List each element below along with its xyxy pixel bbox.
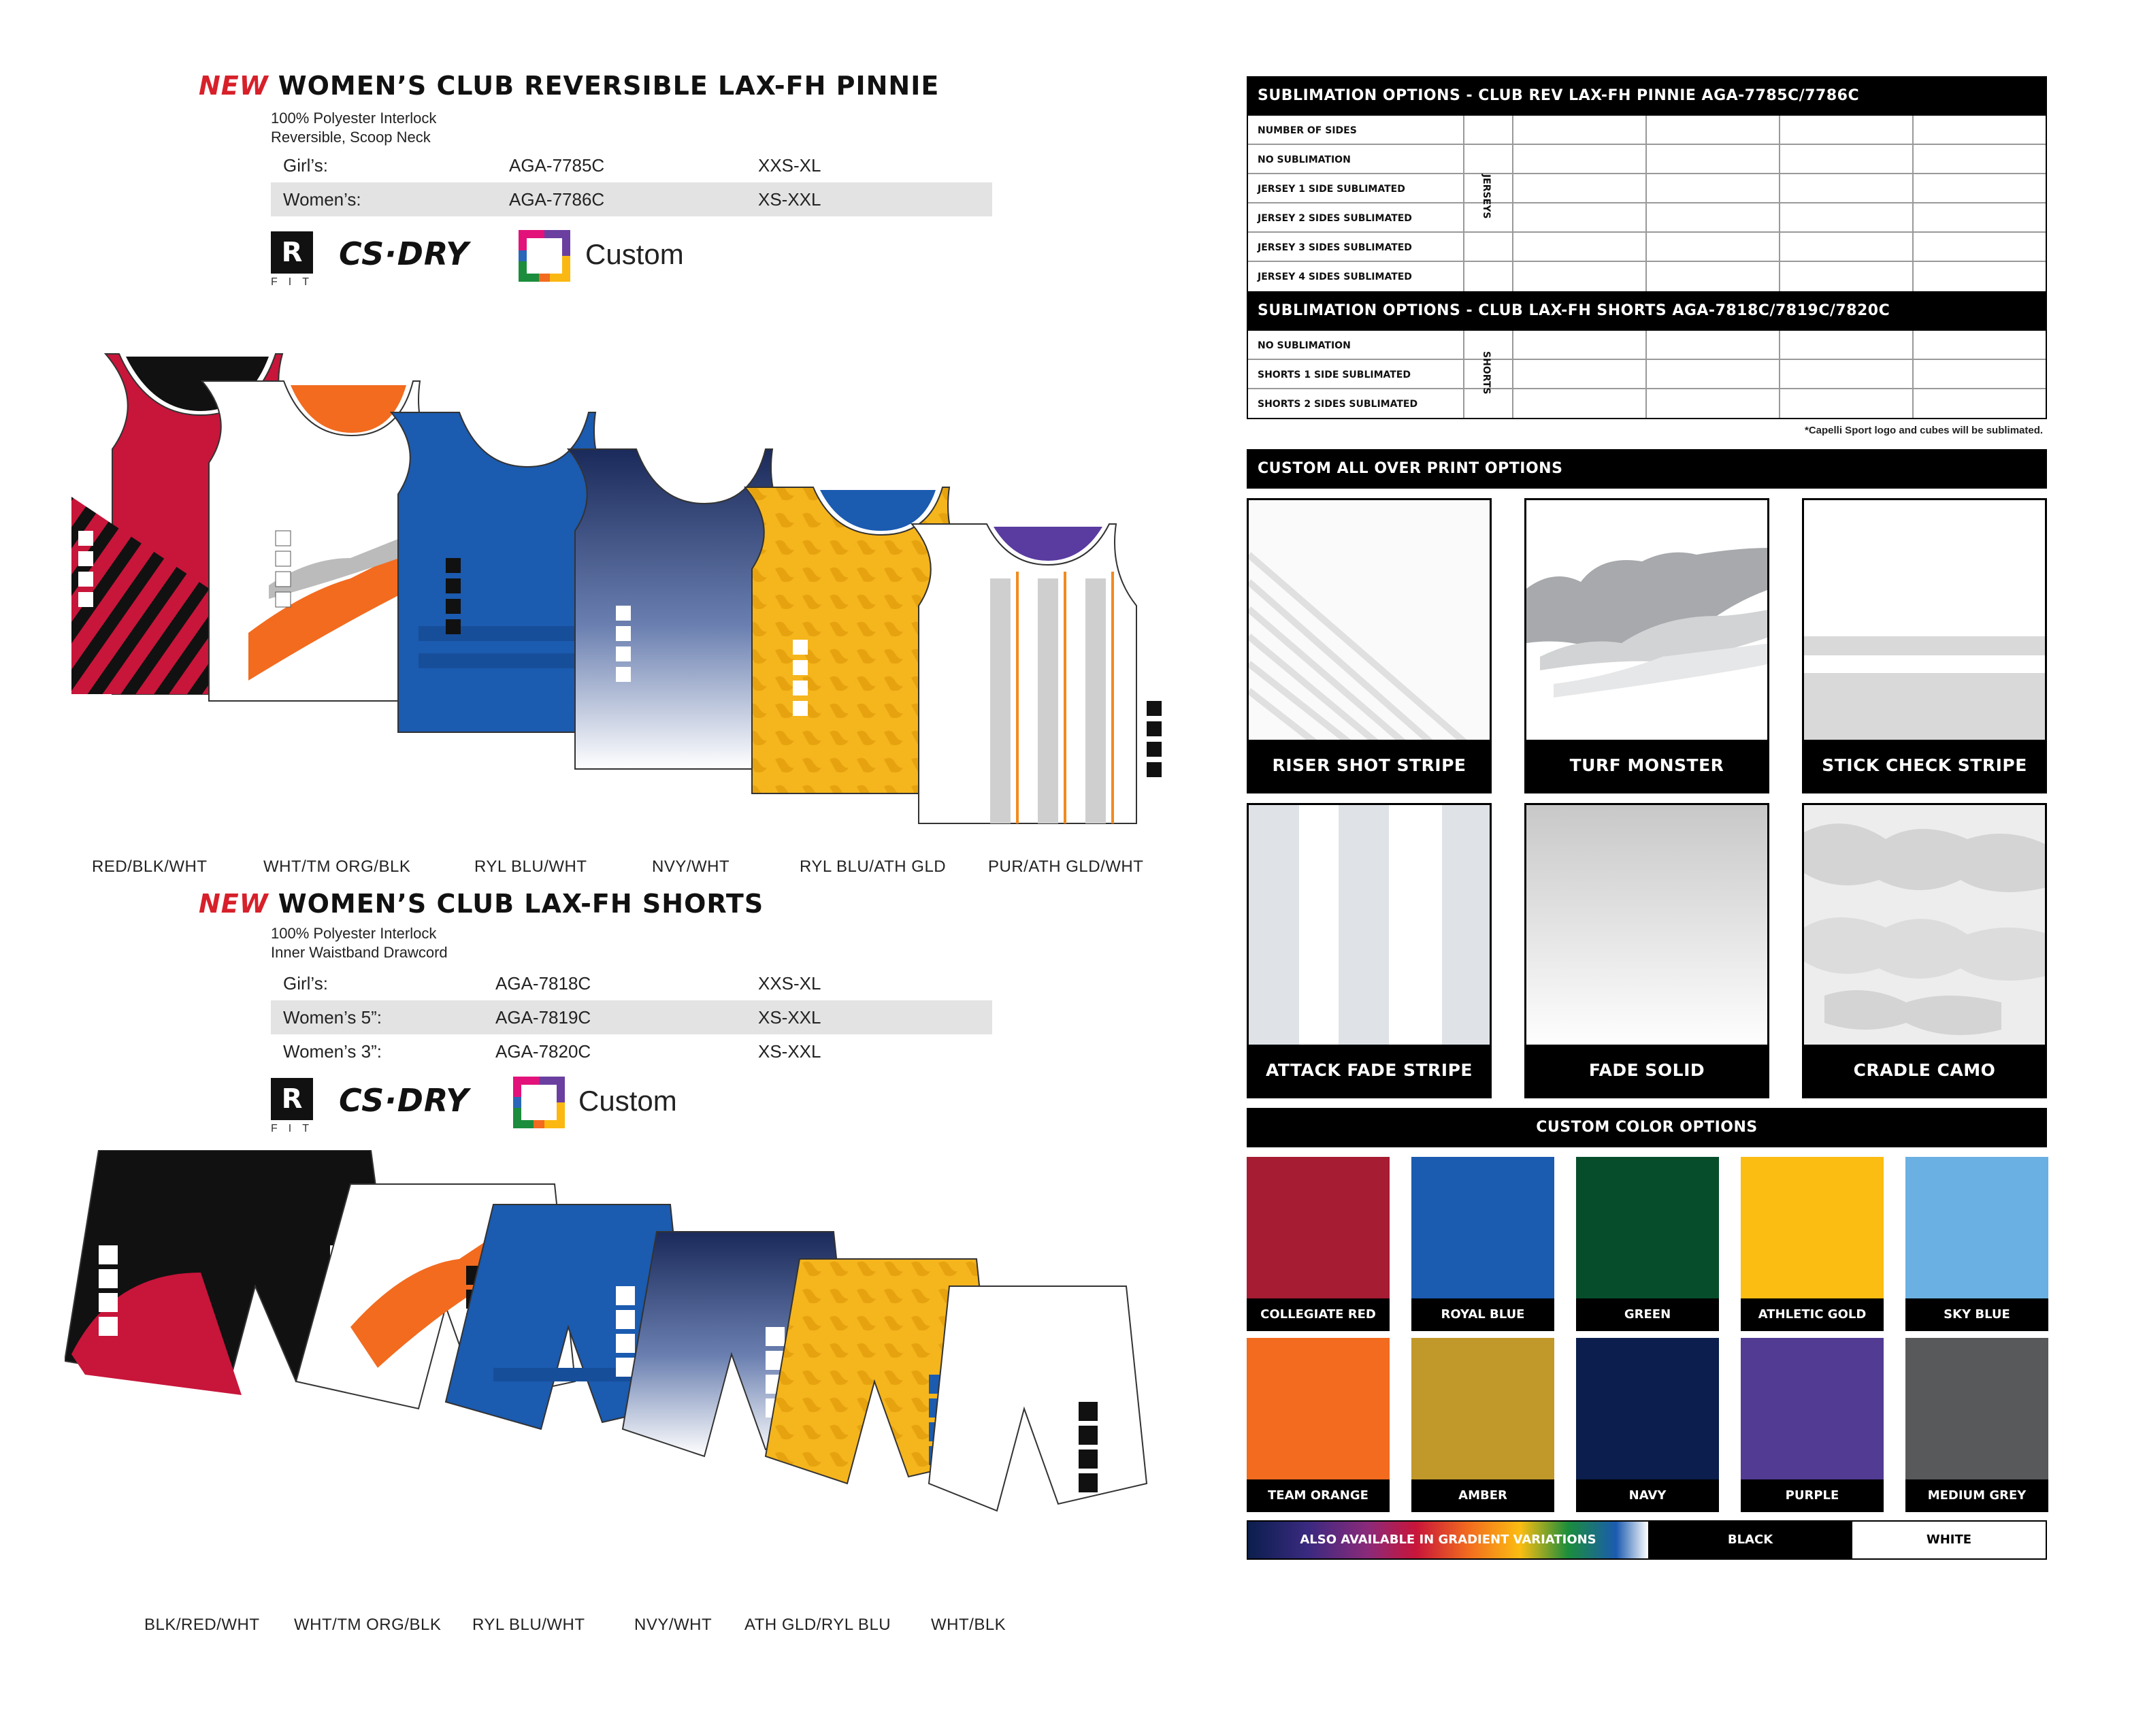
size-range: XXS-XL (758, 973, 821, 994)
attack-fade-stripe-pattern (1249, 805, 1492, 1049)
shorts-desc-line1: 100% Polyester Interlock (271, 925, 437, 942)
custom-label: Custom (585, 238, 684, 270)
color-chip (1411, 1157, 1554, 1298)
black-option[interactable]: BLACK (1648, 1522, 1852, 1558)
grid-row (1248, 116, 2046, 145)
shorts-side-label: SHORTS (1481, 351, 1492, 395)
color-label: TEAM ORANGE (1247, 1479, 1390, 1512)
row-label: SHORTS 2 SIDES SUBLIMATED (1258, 399, 1418, 410)
print-option-label: STICK CHECK STRIPE (1804, 740, 2045, 791)
jersey-sublimation-header: SUBLIMATION OPTIONS - CLUB REV LAX-FH PINNIE AGA-7785C/7786C (1247, 76, 2047, 116)
jersey-sublimation-grid (1247, 116, 2047, 291)
size-sku: AGA-7786C (509, 189, 605, 210)
size-group: Girl’s: (283, 155, 328, 176)
riser-shot-stripe-pattern (1249, 500, 1492, 744)
shorts-title (199, 889, 764, 919)
grid-row (1248, 262, 2046, 291)
color-label: GREEN (1576, 1298, 1719, 1331)
grid-row (1248, 203, 2046, 233)
fit-label: FIT (271, 1123, 320, 1134)
color-option[interactable] (1741, 1338, 1884, 1512)
turf-monster-pattern (1526, 500, 1769, 744)
color-chip (1247, 1157, 1390, 1298)
pinnie-colorway-label: RED/BLK/WHT (92, 857, 208, 876)
row-label: NO SUBLIMATION (1258, 154, 1351, 165)
size-sku: AGA-7820C (495, 1041, 591, 1062)
pinnie-colorway-label: RYL BLU/WHT (474, 857, 587, 876)
grid-divider (1463, 116, 1464, 291)
color-label: NAVY (1576, 1479, 1719, 1512)
shorts-title-text: WOMEN’S CLUB LAX-FH SHORTS (278, 889, 764, 919)
color-label: MEDIUM GREY (1905, 1479, 2048, 1512)
fade-solid-pattern (1526, 805, 1769, 1049)
stick-check-stripe-pattern (1804, 500, 2047, 744)
shorts-colorway-label: NVY/WHT (634, 1616, 712, 1634)
print-option-label: FADE SOLID (1526, 1045, 1767, 1096)
color-chip (1576, 1338, 1719, 1479)
size-group: Girl’s: (283, 973, 328, 994)
grid-divider (1779, 331, 1780, 418)
shorts-colorway-label: WHT/BLK (931, 1616, 1006, 1634)
shorts-size-table (271, 966, 992, 1068)
pinnie-colorway-label: PUR/ATH GLD/WHT (988, 857, 1144, 876)
fit-label: FIT (271, 276, 320, 288)
color-chip (1741, 1157, 1884, 1298)
grid-divider (1645, 116, 1647, 291)
print-options-header: CUSTOM ALL OVER PRINT OPTIONS (1247, 449, 2047, 489)
color-label: AMBER (1411, 1479, 1554, 1512)
row-label: SHORTS 1 SIDE SUBLIMATED (1258, 370, 1411, 380)
size-row (271, 148, 992, 182)
color-option[interactable] (1905, 1157, 2048, 1331)
print-option-turf-monster[interactable] (1524, 498, 1769, 793)
size-sku: AGA-7818C (495, 973, 591, 994)
grid-divider (1645, 331, 1647, 418)
size-sku: AGA-7819C (495, 1007, 591, 1028)
row-label: JERSEY 4 SIDES SUBLIMATED (1258, 272, 1412, 282)
pinnie-desc-line1: 100% Polyester Interlock (271, 110, 437, 127)
pinnie-title-text: WOMEN’S CLUB REVERSIBLE LAX-FH PINNIE (278, 71, 940, 101)
row-label: NUMBER OF SIDES (1258, 125, 1357, 136)
white-option[interactable]: WHITE (1852, 1522, 2046, 1558)
custom-logo-icon (513, 1077, 565, 1128)
pinnie-pur-athgld-wht (912, 524, 1162, 823)
size-group: Women’s 3”: (283, 1041, 382, 1062)
r-fit-icon: R (271, 1078, 313, 1120)
print-option-stick-check-stripe[interactable] (1802, 498, 2047, 793)
color-chip (1411, 1338, 1554, 1479)
custom-label: Custom (578, 1085, 677, 1117)
color-chip (1247, 1338, 1390, 1479)
shorts-description (271, 924, 448, 962)
color-options-grid (1247, 1157, 2047, 1524)
cs-dry-logo: CS·DRY (339, 235, 470, 272)
size-row (271, 182, 992, 216)
grid-row (1248, 233, 2046, 262)
color-option[interactable] (1576, 1157, 1719, 1331)
color-option[interactable] (1741, 1157, 1884, 1331)
pinnie-colorway-label: NVY/WHT (652, 857, 730, 876)
gradient-option[interactable]: ALSO AVAILABLE IN GRADIENT VARIATIONS (1248, 1522, 1648, 1558)
cradle-camo-pattern (1804, 805, 2047, 1049)
sublimation-note: *Capelli Sport logo and cubes will be sublimated. (1805, 425, 2044, 436)
pinnie-colorway-label: WHT/TM ORG/BLK (263, 857, 411, 876)
grid-row (1248, 360, 2046, 389)
shorts-illustrations (65, 1150, 1153, 1572)
color-chip (1576, 1157, 1719, 1298)
size-group: Women’s 5”: (283, 1007, 382, 1028)
print-option-attack-fade-stripe[interactable] (1247, 803, 1492, 1098)
size-group: Women’s: (283, 189, 361, 210)
grid-divider (1512, 331, 1513, 418)
grid-row (1248, 174, 2046, 203)
row-label: NO SUBLIMATION (1258, 340, 1351, 351)
color-chip (1905, 1338, 2048, 1479)
size-row (271, 1000, 992, 1034)
print-option-riser-shot-stripe[interactable] (1247, 498, 1492, 793)
grid-row (1248, 145, 2046, 174)
shorts-desc-line2: Inner Waistband Drawcord (271, 944, 448, 961)
print-option-label: TURF MONSTER (1526, 740, 1767, 791)
color-label: ROYAL BLUE (1411, 1298, 1554, 1331)
size-range: XXS-XL (758, 155, 821, 176)
color-chip (1905, 1157, 2048, 1298)
jerseys-side-label: JERSEYS (1481, 174, 1492, 219)
size-range: XS-XXL (758, 189, 821, 210)
color-option[interactable] (1905, 1338, 2048, 1512)
color-label: COLLEGIATE RED (1247, 1298, 1390, 1331)
pinnie-illustrations (65, 347, 1181, 851)
print-option-cradle-camo[interactable] (1802, 803, 2047, 1098)
color-option[interactable] (1411, 1157, 1554, 1331)
color-option[interactable] (1576, 1338, 1719, 1512)
print-option-label: RISER SHOT STRIPE (1249, 740, 1490, 791)
print-option-label: CRADLE CAMO (1804, 1045, 2045, 1096)
custom-logo-icon (519, 230, 570, 282)
color-label: SKY BLUE (1905, 1298, 2048, 1331)
shorts-colorway-label: BLK/RED/WHT (144, 1616, 260, 1634)
shorts-sublimation-grid (1247, 331, 2047, 419)
pinnie-colorway-label: RYL BLU/ATH GLD (800, 857, 947, 876)
shorts-badges (271, 1078, 747, 1139)
color-options-header: CUSTOM COLOR OPTIONS (1247, 1108, 2047, 1147)
new-tag: NEW (199, 889, 269, 919)
pinnie-size-table (271, 148, 992, 216)
shorts-wht-blk (929, 1286, 1147, 1511)
row-label: JERSEY 1 SIDE SUBLIMATED (1258, 184, 1405, 195)
shorts-sublimation-header: SUBLIMATION OPTIONS - CLUB LAX-FH SHORTS AGA-7818C/7819C/7820C (1247, 291, 2047, 331)
grid-divider (1779, 116, 1780, 291)
pinnie-desc-line2: Reversible, Scoop Neck (271, 129, 431, 146)
color-option[interactable] (1247, 1338, 1390, 1512)
grid-row (1248, 389, 2046, 419)
shorts-colorway-label: ATH GLD/RYL BLU (744, 1616, 891, 1634)
size-row (271, 966, 992, 1000)
color-chip (1741, 1338, 1884, 1479)
new-tag: NEW (199, 71, 269, 101)
pinnie-badges (271, 231, 747, 293)
grid-divider (1512, 116, 1513, 291)
r-fit-icon: R (271, 231, 313, 274)
grid-divider (1912, 331, 1914, 418)
size-sku: AGA-7785C (509, 155, 605, 176)
grid-divider (1463, 331, 1464, 418)
size-range: XS-XXL (758, 1041, 821, 1062)
pinnie-title (199, 71, 939, 101)
row-label: JERSEY 2 SIDES SUBLIMATED (1258, 213, 1412, 224)
grid-divider (1912, 116, 1914, 291)
color-option[interactable] (1247, 1157, 1390, 1331)
cs-dry-logo: CS·DRY (339, 1082, 470, 1119)
shorts-colorway-label: RYL BLU/WHT (472, 1616, 585, 1634)
pinnie-description (271, 109, 436, 147)
grid-row (1248, 331, 2046, 360)
gradient-black-white-bar (1247, 1520, 2047, 1560)
shorts-colorway-label: WHT/TM ORG/BLK (294, 1616, 442, 1634)
print-option-label: ATTACK FADE STRIPE (1249, 1045, 1490, 1096)
print-option-fade-solid[interactable] (1524, 803, 1769, 1098)
color-label: PURPLE (1741, 1479, 1884, 1512)
row-label: JERSEY 3 SIDES SUBLIMATED (1258, 242, 1412, 253)
size-range: XS-XXL (758, 1007, 821, 1028)
color-option[interactable] (1411, 1338, 1554, 1512)
color-label: ATHLETIC GOLD (1741, 1298, 1884, 1331)
size-row (271, 1034, 992, 1068)
